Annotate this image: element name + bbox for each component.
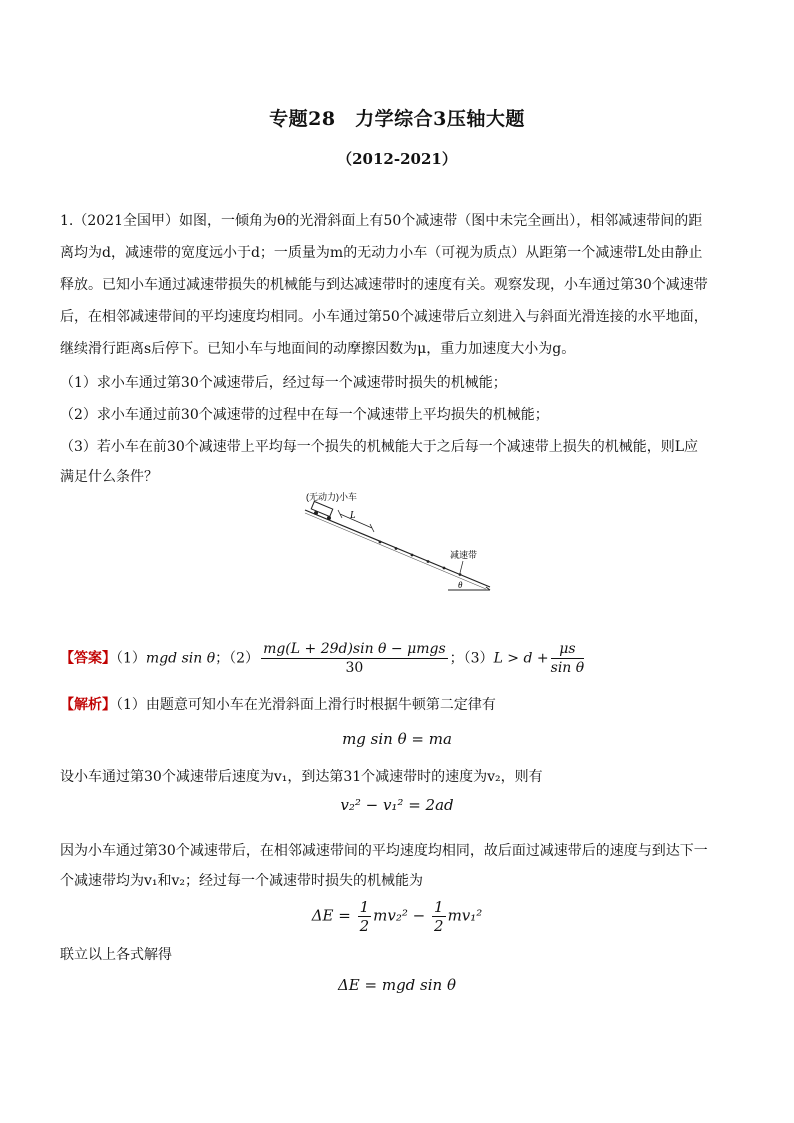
length-label: L (350, 510, 356, 521)
question-1: （1）求小车通过第30个减速带后，经过每一个减速带时损失的机械能； (60, 375, 507, 391)
question-3-line-2: 满足什么条件？ (60, 469, 158, 485)
answer-line: 【答案】（1）mgd sin θ；（2） $\frac{\text{mg(L + 29d)sin θ − μmgs}}{30}$ ；（3）L > d + $\frac{\mu s}{\text{sin θ}}$ (60, 641, 585, 676)
car-label: (无动力)小车 (306, 492, 357, 502)
equation-2: v₂² − v₁² = 2ad (340, 796, 454, 814)
incline-surface (305, 510, 490, 587)
question-2: （2）求小车通过前30个减速带的过程中在每一个减速带上平均损失的机械能； (60, 407, 549, 423)
equation-1: mg sin θ = ma (342, 730, 452, 748)
answer-2-fraction: $\frac{\text{mg(L + 29d)sin θ − μmgs}}{30}$ (263, 641, 446, 676)
page-title: 专题28 力学综合3压轴大题 (269, 108, 525, 130)
equation-4: ΔE = mgd sin θ (337, 976, 457, 994)
equation-3: ΔE = $\frac{1}{2}$ mv₂² − $\frac{1}{2}$ mv₁² (311, 898, 483, 935)
problem-line-4: 后，在相邻减速带间的平均速度均相同。小车通过第50个减速带后立刻进入与斜面光滑连接的水平地面， (60, 309, 708, 325)
length-dimension-line (340, 514, 372, 528)
question-3-line-1: （3）若小车在前30个减速带上平均每一个损失的机械能大于之后每一个减速带上损失的机械能，则L应 (60, 439, 699, 455)
answer-3-fraction: $\frac{\mu s}{\text{sin θ}}$ (550, 641, 585, 676)
analysis-intro: 【解析】（1）由题意可知小车在光滑斜面上滑行时根据牛顿第二定律有 (60, 697, 496, 713)
speed-bump-label: 减速带 (450, 550, 478, 560)
angle-label: θ (458, 580, 463, 590)
analysis-text-4: 联立以上各式解得 (60, 947, 172, 963)
problem-line-2: 离均为d，减速带的宽度远小于d；一质量为m的无动力小车（可视为质点）从距第一个减速带L处由静止 (60, 245, 703, 261)
analysis-text-3a: 因为小车通过第30个减速带后，在相邻减速带间的平均速度均相同，故后面过减速带后的速度与到达下一 (60, 843, 708, 859)
answer-1: mgd sin θ (145, 650, 216, 667)
analysis-text-3b: 个减速带均为v₁和v₂；经过每一个减速带时损失的机械能为 (60, 873, 424, 889)
problem-line-1: 1.（2021全国甲）如图，一倾角为θ的光滑斜面上有50个减速带（图中未完全画出），相邻减速带间的距 (60, 213, 703, 229)
incline-diagram (300, 488, 500, 598)
page-subtitle: （2012-2021） (337, 150, 457, 168)
analysis-text-2: 设小车通过第30个减速带后速度为v₁，到达第31个减速带时的速度为v₂，则有 (60, 769, 543, 785)
answer-label: 【答案】 (60, 650, 116, 667)
problem-line-5: 继续滑行距离s后停下。已知小车与地面间的动摩擦因数为μ，重力加速度大小为g。 (60, 341, 576, 357)
analysis-label: 【解析】 (60, 697, 116, 713)
answer-3: L > d + (493, 650, 549, 667)
problem-line-3: 释放。已知小车通过减速带损失的机械能与到达减速带时的速度有关。观察发现，小车通过第30个减速带 (60, 277, 708, 293)
